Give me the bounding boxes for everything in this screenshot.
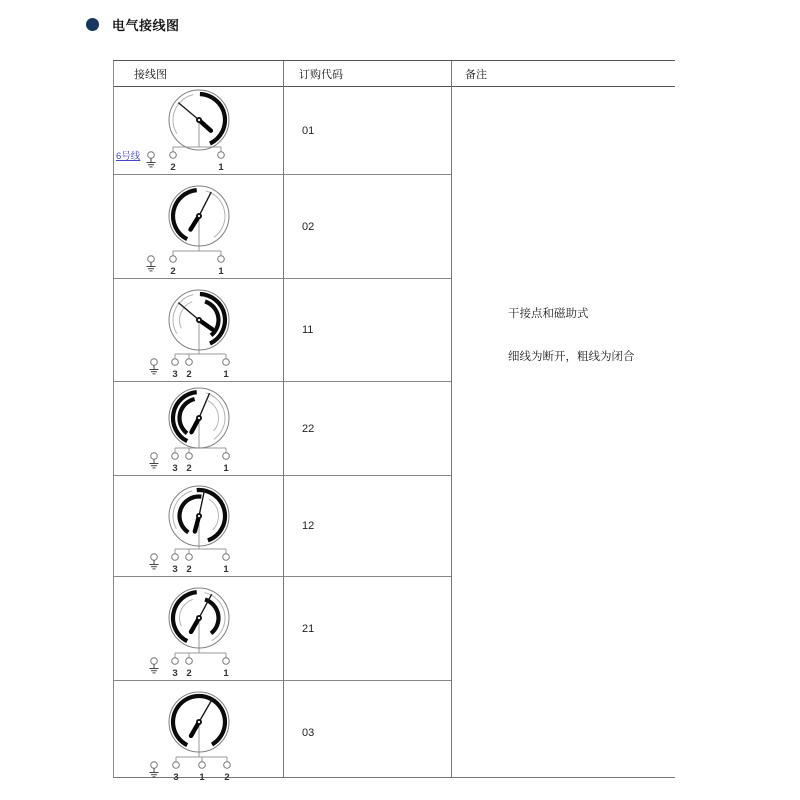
contact-arc-open [209, 499, 219, 530]
terminal-label: 2 [186, 369, 192, 380]
wiring-table [113, 60, 675, 783]
terminal-label: 2 [224, 772, 230, 783]
terminal-label: 3 [172, 668, 178, 679]
order-code: 11 [302, 324, 314, 336]
order-code: 03 [302, 726, 315, 739]
terminal-post [218, 256, 225, 263]
terminal-post [172, 359, 179, 366]
wiring-diagram-cell [114, 382, 283, 475]
wiring-diagram-cell [114, 681, 283, 784]
wiring-diagram-cell [114, 476, 283, 576]
terminal-post [224, 762, 231, 769]
ground-terminal [151, 453, 158, 460]
table-header-row [114, 61, 675, 87]
section-title: 电气接线图 [112, 18, 180, 33]
terminal-label: 2 [186, 463, 192, 474]
terminal-post [172, 453, 179, 460]
terminal-post [186, 453, 193, 460]
gauge-diagram [114, 577, 283, 679]
ground-terminal [151, 359, 158, 366]
contact-arc-closed [173, 190, 197, 239]
order-code-cell [283, 279, 451, 381]
order-code-cell [283, 476, 451, 576]
wire-number-label: 6号线 [116, 151, 141, 162]
ground-terminal [148, 152, 155, 159]
column-divider-1 [283, 61, 284, 777]
order-code-cell [283, 382, 451, 475]
terminal-label: 1 [223, 463, 229, 474]
ground-terminal [151, 658, 158, 665]
terminal-label: 3 [172, 369, 178, 380]
terminal-label: 2 [186, 668, 192, 679]
header-wiring-diagram: 接线图 [134, 68, 167, 81]
section-bullet-icon [86, 18, 99, 31]
gauge-diagram [114, 175, 283, 277]
order-code: 01 [302, 124, 315, 137]
terminal-label: 1 [218, 162, 224, 173]
header-remarks: 备注 [465, 68, 487, 81]
terminal-label: 1 [223, 564, 229, 575]
terminal-post [172, 658, 179, 665]
order-code: 21 [302, 622, 315, 635]
wiring-diagram-cell [114, 577, 283, 680]
terminal-post [199, 762, 206, 769]
terminal-post [223, 658, 230, 665]
terminal-post [170, 152, 177, 159]
terminal-post [172, 554, 179, 561]
terminal-post [218, 152, 225, 159]
terminal-label: 1 [199, 772, 205, 783]
gauge-diagram [114, 681, 283, 783]
gauge-diagram [114, 279, 283, 380]
contact-arc-closed [200, 94, 225, 144]
remark-line-1: 干接点和磁助式 [508, 308, 589, 320]
order-code: 12 [302, 520, 315, 532]
gauge-diagram [114, 476, 283, 575]
wiring-diagram-cell [114, 279, 283, 381]
header-order-code: 订购代码 [299, 68, 343, 81]
ground-terminal [151, 762, 158, 769]
terminal-label: 2 [186, 564, 192, 575]
order-code-cell [283, 175, 451, 278]
section-header [86, 15, 180, 34]
terminal-post [173, 762, 180, 769]
contact-arc-closed [173, 592, 197, 641]
contact-arc-open [208, 401, 219, 431]
order-code: 02 [302, 220, 315, 233]
remarks-cell [452, 86, 675, 777]
terminal-post [223, 359, 230, 366]
gauge-diagram [114, 382, 283, 474]
ground-terminal [151, 554, 158, 561]
terminal-label: 2 [170, 162, 176, 173]
terminal-post [186, 359, 193, 366]
contact-arc-closed [205, 599, 218, 633]
terminal-post [223, 453, 230, 460]
terminal-post [186, 658, 193, 665]
order-code-cell [283, 577, 451, 680]
column-divider-2 [451, 61, 452, 777]
order-code: 22 [302, 422, 315, 435]
contact-arc-open [206, 393, 225, 439]
wiring-diagram-cell [114, 175, 283, 278]
order-code-cell [283, 87, 451, 174]
terminal-label: 2 [170, 266, 176, 277]
remark-line-2: 细线为断开，粗线为闭合 [508, 351, 635, 363]
terminal-label: 1 [218, 266, 224, 277]
ground-terminal [148, 256, 155, 263]
terminal-label: 3 [172, 564, 178, 575]
terminal-post [170, 256, 177, 263]
contact-arc-open [180, 599, 193, 626]
terminal-label: 3 [173, 772, 179, 783]
terminal-label: 1 [223, 369, 229, 380]
terminal-label: 3 [172, 463, 178, 474]
terminal-label: 1 [223, 668, 229, 679]
terminal-post [223, 554, 230, 561]
order-code-cell [283, 681, 451, 784]
wiring-diagram-cell [114, 87, 283, 174]
terminal-post [186, 554, 193, 561]
